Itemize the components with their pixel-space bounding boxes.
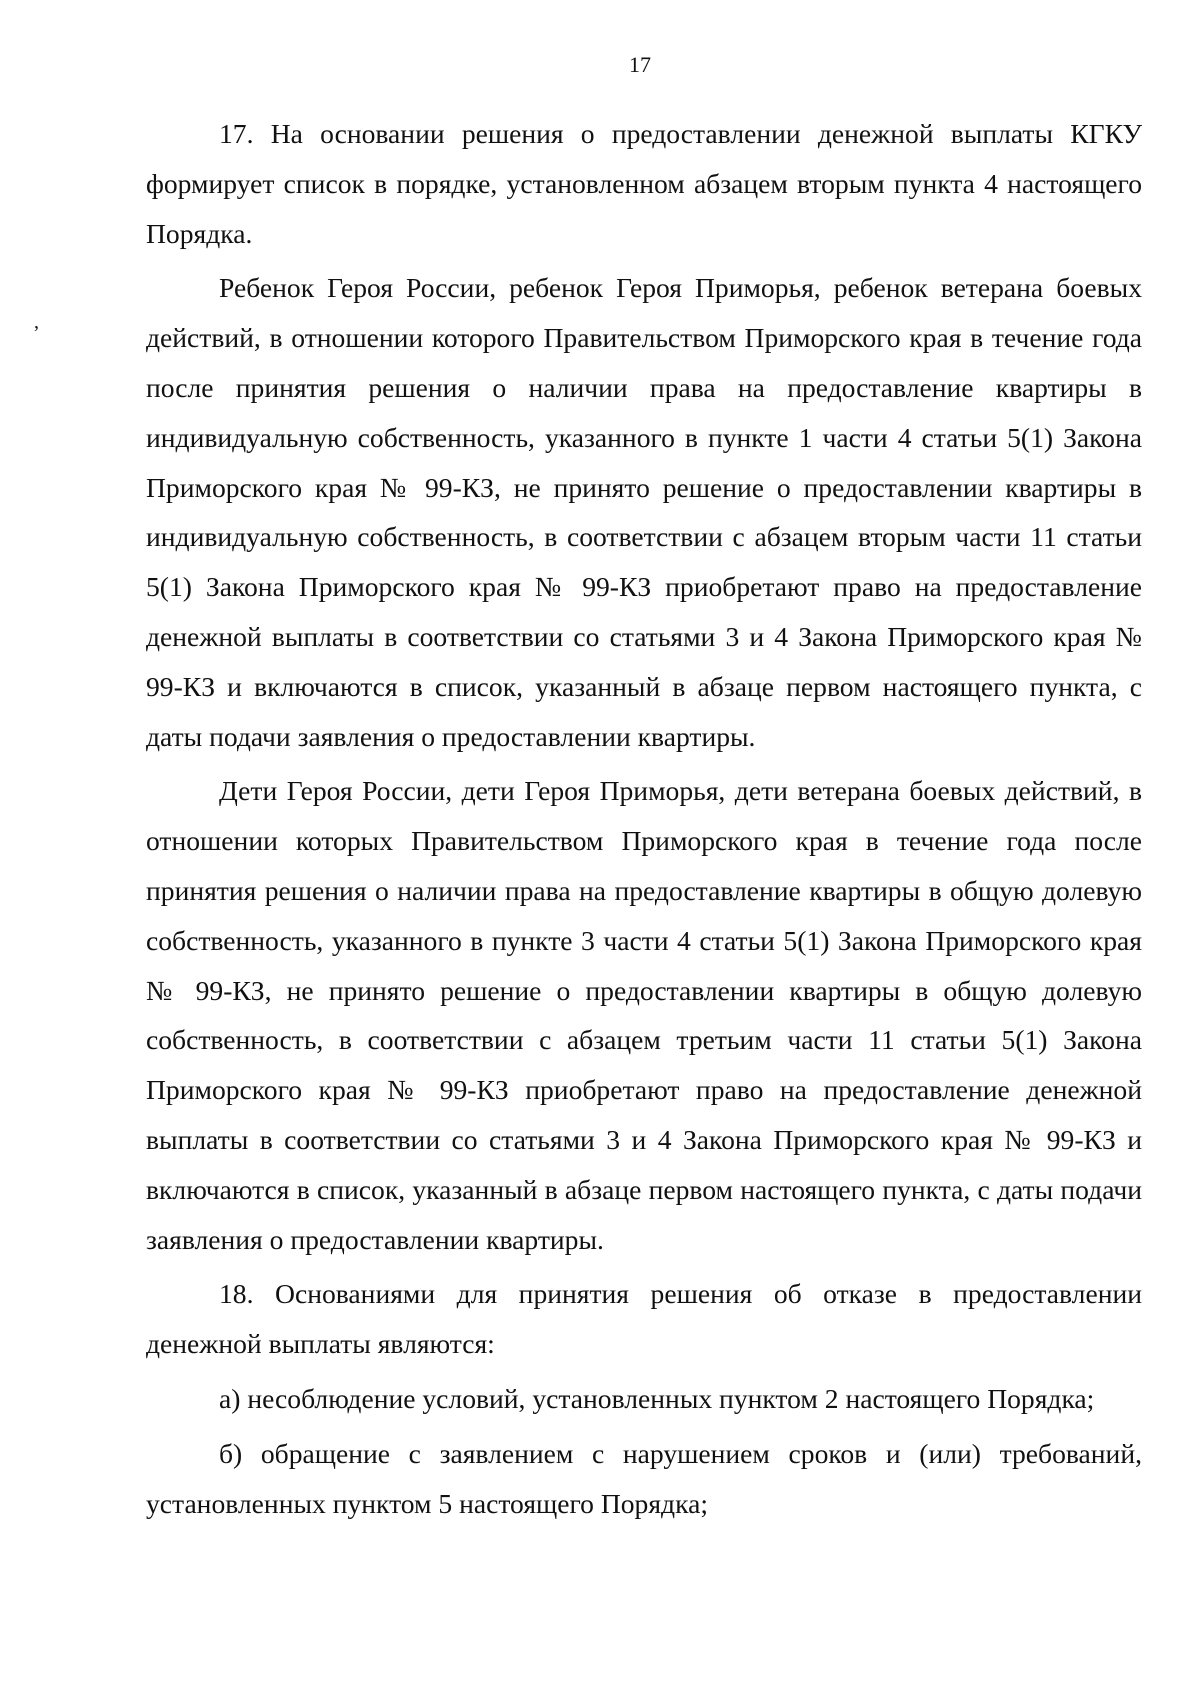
paragraph-18: 18. Основаниями для принятия решения об отказе в предоставлении денежной выплаты являются:: [146, 1278, 1142, 1360]
paragraph-children-shared-ownership: Дети Героя России, дети Героя Приморья, дети ветерана боевых действий, в отношении которых Правительством Приморского края в течение года после принятия решения о наличии права на предоставление квартиры в общую долевую собственность, указанного в пункте 3 части 4 статьи 5(1) Закона Приморского края № 99-КЗ, не принято решение о предоставлении квартиры в общую долевую собственность, в соответствии с абзацем третьим части 11 статьи 5(1) Закона Приморского края № 99-КЗ приобретают право на предоставление денежной выплаты в соответствии со статьями 3 и 4 Закона Приморского края № 99-КЗ и включаются в список, указанный в абзаце первом настоящего пункта, с даты подачи заявления о предоставлении квартиры.: [146, 775, 1142, 1255]
paragraph-child-individual-ownership: Ребенок Героя России, ребенок Героя Приморья, ребенок ветерана боевых действий, в отношении которого Правительством Приморского края в течение года после принятия решения о наличии права на предоставление квартиры в индивидуальную собственность, указанного в пункте 1 части 4 статьи 5(1) Закона Приморского края № 99-КЗ, не принято решение о предоставлении квартиры в индивидуальную собственность, в соответствии с абзацем вторым части 11 статьи 5(1) Закона Приморского края № 99-КЗ приобретают право на предоставление денежной выплаты в соответствии со статьями 3 и 4 Закона Приморского края № 99-КЗ и включаются в список, указанный в абзаце первом настоящего пункта, с даты подачи заявления о предоставлении квартиры.: [146, 272, 1142, 752]
scan-mark: ,: [34, 311, 39, 333]
document-body: [146, 109, 1142, 1533]
list-item-b: б) обращение с заявлением с нарушением сроков и (или) требований, установленных пунктом 5 настоящего Порядка;: [146, 1437, 1142, 1519]
page-number: 17: [629, 52, 651, 77]
paragraph-17: 17. На основании решения о предоставлении денежной выплаты КГКУ формирует список в порядке, установленном абзацем вторым пункта 4 настоящего Порядка.: [146, 118, 1142, 249]
list-item-a: а) несоблюдение условий, установленных пунктом 2 настоящего Порядка;: [219, 1382, 1095, 1414]
